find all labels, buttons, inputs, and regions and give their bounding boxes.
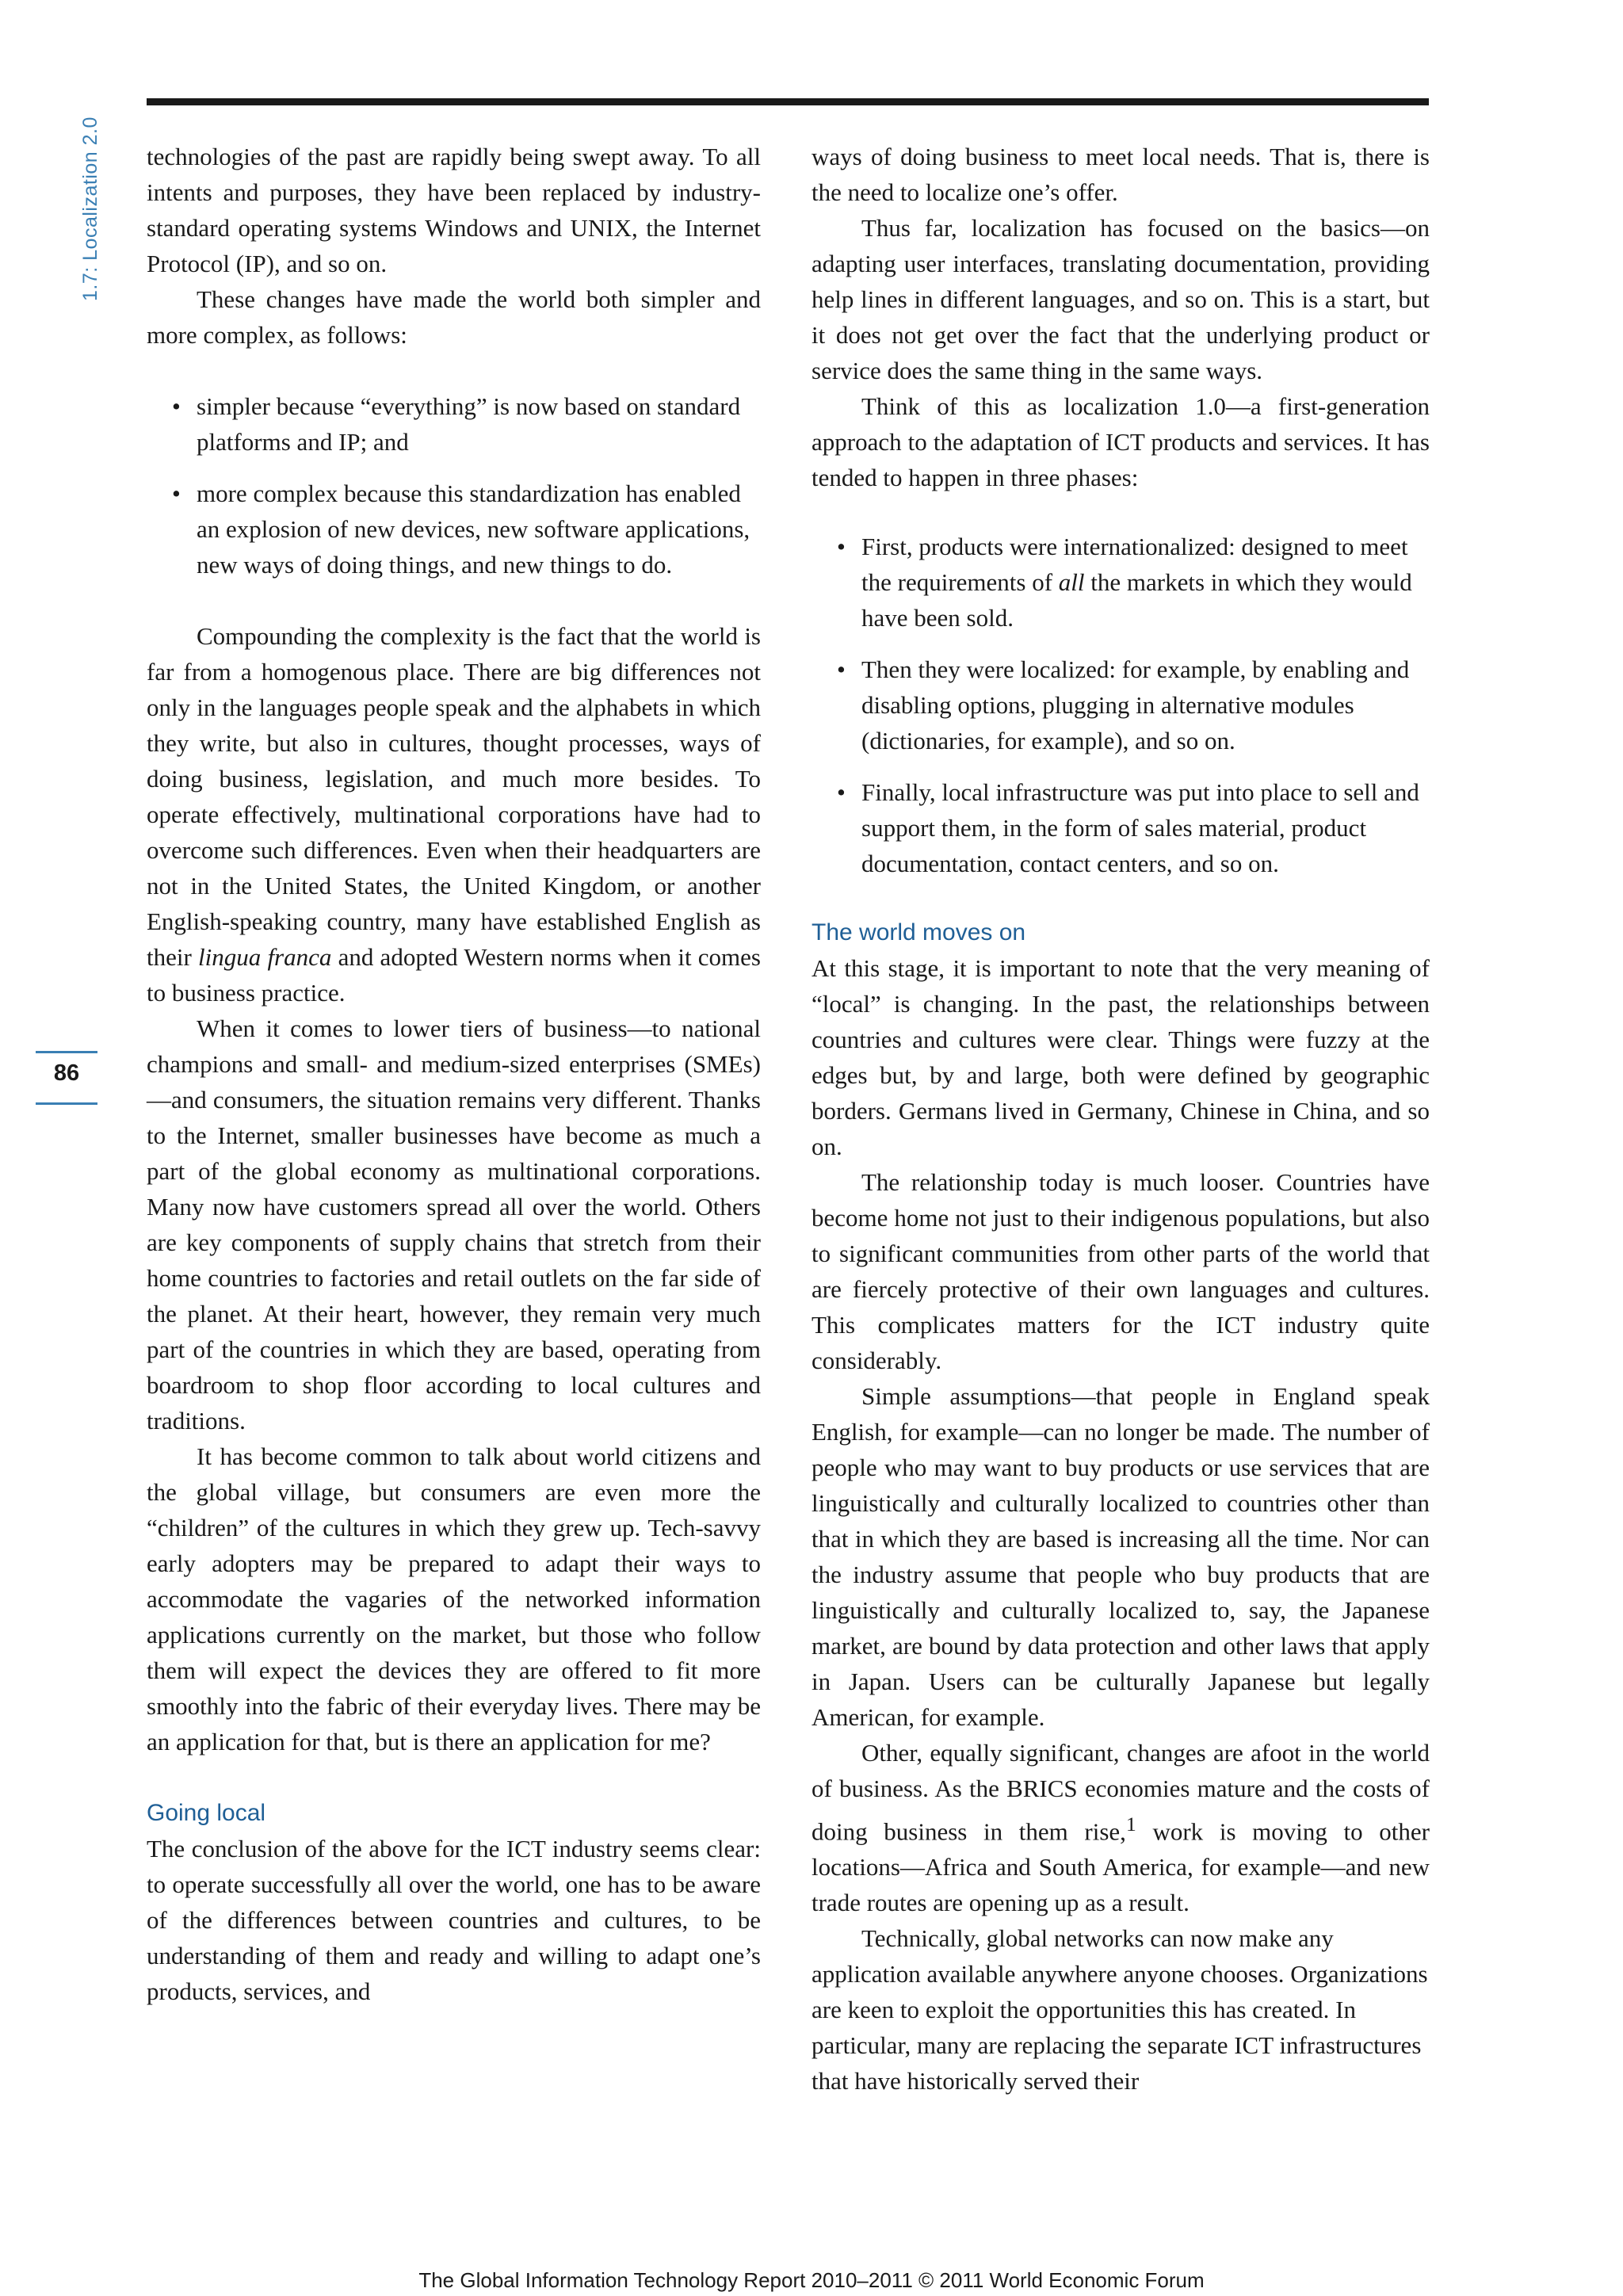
- bullet-glyph: •: [837, 533, 846, 560]
- paragraph-text: Compounding the complexity is the fact that the world is far from a homogenous place. There are big differences not only in the languages people speak and the alphabets in which they write, but also in cultures, thought processes, ways of doing business, legislation, and much more besides. To operate effectively, multinational corporations have had to overcome such differences. Even when their headquarters are not in the United States, the United Kingdom, or another English-speaking country, many have established English as their: [147, 622, 761, 971]
- bullet-glyph: •: [172, 392, 181, 420]
- right-column: [812, 139, 1430, 2099]
- paragraph: Think of this as localization 1.0—a first-generation approach to the adaptation of ICT products and services. It has tended to happen in three phases:: [812, 392, 1430, 491]
- footer: The Global Information Technology Report 2010–2011 © 2011 World Economic Forum: [418, 2268, 1205, 2292]
- paragraph: Simple assumptions—that people in England speak English, for example—can no longer be made. The number of people who may want to buy products or use services that are linguistically and culturally localized to countries other than that in which they are based is increasing all the time. Nor can the industry assume that people who buy products that are linguistically and culturally localized to, say, the Japanese market, are bound by data protection and other laws that apply in Japan. Users can be culturally Japanese but legally American, for example.: [812, 1382, 1430, 1731]
- bullet-list: [812, 529, 1430, 881]
- paragraph: [812, 1735, 1430, 1920]
- page-number: 86: [53, 1060, 80, 1086]
- list-item-text: First, products were internationalized: designed to meet the requirements of: [861, 533, 1408, 596]
- paragraph-text: and adopted Western norms when it comes to business practice.: [147, 943, 761, 1007]
- bullet-glyph: •: [837, 778, 846, 806]
- paragraph: The conclusion of the above for the ICT industry seems clear: to operate successfully all over the world, one has to be aware of the differences between countries and cultures, to be understanding of them and ready and willing to adapt one’s products, services, and: [147, 1835, 761, 2005]
- bullet-list: [147, 388, 761, 583]
- bullet-glyph: •: [172, 479, 181, 507]
- list-item: [147, 476, 761, 583]
- page-number-bottom-rule: [36, 1102, 97, 1105]
- page-number-top-rule: [36, 1051, 97, 1053]
- list-item-text: more complex because this standardization has enabled an explosion of new devices, new software applications, new ways of doing things, and new things to do.: [197, 479, 750, 579]
- paragraph: It has become common to talk about world citizens and the global village, but consumers are even more the “children” of the cultures in which they grew up. Tech-savvy early adopters may be prepared to adapt their ways to accommodate the vagaries of the networked information applications currently on the market, but those who follow them will expect the devices they are offered to fit more smoothly into the fabric of their everyday lives. There may be an application for that, but is there an application for me?: [147, 1442, 761, 1755]
- paragraph: These changes have made the world both simpler and more complex, as follows:: [147, 285, 761, 349]
- section-title: 1.7: Localization 2.0: [79, 117, 101, 301]
- italic-term: all: [1058, 568, 1085, 596]
- list-item: [812, 651, 1430, 758]
- paragraph: At this stage, it is important to note that the very meaning of “local” is changing. In the past, the relationships between countries and cultures were clear. Things were fuzzy at the edges but, by and large, both were defined by geographic borders. Germans lived in Germany, Chinese in China, and so on.: [812, 954, 1430, 1160]
- section-heading: Going local: [147, 1800, 266, 1826]
- footnote-marker: 1: [1125, 1813, 1136, 1836]
- left-column: [147, 139, 761, 2009]
- paragraph: Technically, global networks can now make any application available anywhere anyone chooses. Organizations are keen to exploit the opportunities this has created. In particular, many are replacing the separate ICT infrastructures that have historically served their: [812, 1924, 1428, 2095]
- top-rule: [147, 98, 1429, 105]
- paragraph-text: Other, equally significant, changes are afoot in the world of business. As the BRICS economies mature and the costs of doing business in them rise,: [812, 1739, 1430, 1846]
- list-item: [147, 388, 761, 460]
- section-heading: The world moves on: [812, 919, 1026, 946]
- paragraph-text: work is moving to other locations—Africa and South America, for example—and new trade routes are opening up as a result.: [812, 1817, 1430, 1917]
- paragraph: technologies of the past are rapidly being swept away. To all intents and purposes, they have been replaced by industry-standard operating systems Windows and UNIX, the Internet Protocol (IP), and so on.: [147, 143, 761, 277]
- list-item: [812, 529, 1430, 636]
- list-item-text: Finally, local infrastructure was put into place to sell and support them, in the form of sales material, product documentation, contact centers, and so on.: [861, 778, 1419, 877]
- bullet-glyph: •: [837, 655, 846, 683]
- paragraph: The relationship today is much looser. Countries have become home not just to their indigenous populations, but also to significant communities from other parts of the world that are fiercely protective of their own languages and cultures. This complicates matters for the ICT industry quite considerably.: [812, 1168, 1430, 1374]
- list-item-text: the markets in which they would have been sold.: [861, 568, 1412, 632]
- paragraph: [147, 618, 761, 1010]
- list-item: [812, 774, 1430, 881]
- italic-term: lingua franca: [198, 943, 332, 971]
- list-item-text: simpler because “everything” is now based on standard platforms and IP; and: [197, 392, 741, 456]
- list-item-text: Then they were localized: for example, by enabling and disabling options, plugging in alternative modules (dictionaries, for example), and so on.: [861, 655, 1410, 755]
- paragraph: Thus far, localization has focused on the basics—on adapting user interfaces, translating documentation, providing help lines in different languages, and so on. This is a start, but it does not get over the fact that the underlying product or service does the same thing in the same ways.: [812, 214, 1430, 384]
- paragraph: ways of doing business to meet local needs. That is, there is the need to localize one’s offer.: [812, 143, 1430, 206]
- paragraph: When it comes to lower tiers of business—to national champions and small- and medium-sized enterprises (SMEs)—and consumers, the situation remains very different. Thanks to the Internet, smaller businesses have become as much a part of the global economy as multinational corporations. Many now have customers spread all over the world. Others are key components of supply chains that stretch from their home countries to factories and retail outlets on the far side of the planet. At their heart, however, they remain very much part of the countries in which they are based, operating from boardroom to shop floor according to local cultures and traditions.: [147, 1014, 761, 1435]
